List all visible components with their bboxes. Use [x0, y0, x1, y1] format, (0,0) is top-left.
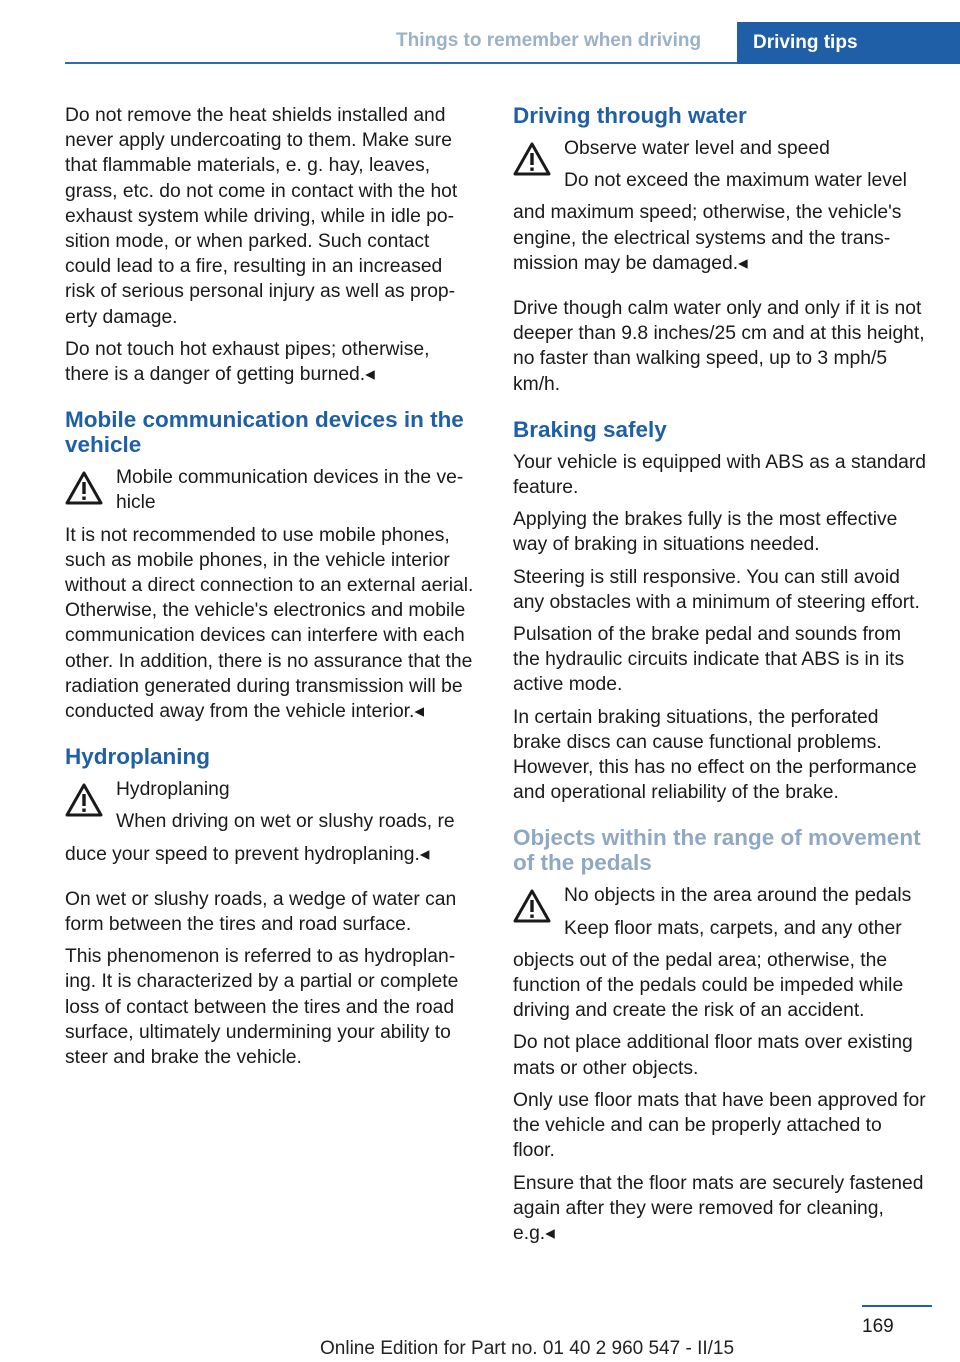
- pedals-warning: [513, 883, 927, 940]
- hydroplaning-warning-rest: duce your speed to prevent hydroplaning.◂: [65, 843, 430, 865]
- left-column: [65, 103, 477, 1077]
- exhaust-pipes-paragraph: Do not touch hot exhaust pipes; otherwise, there is a danger of getting burned.◂: [65, 338, 430, 386]
- warning-triangle-icon: [513, 889, 551, 923]
- mobile-devices-warning: [65, 465, 477, 515]
- mobile-devices-warning-title: Mobile communication devices in the vehicle: [116, 467, 464, 514]
- header-chapter-tab: Driving tips: [737, 22, 960, 64]
- edition-footer: Online Edition for Part no. 01 40 2 960 547 - II/15: [320, 1338, 735, 1359]
- braking-paragraph-4: Pulsation of the brake pedal and sounds from the hydraulic circuits indicate that ABS is in its active mode.: [513, 624, 905, 696]
- water-warning-title: Observe water level and speed: [564, 138, 830, 159]
- warning-triangle-icon: [513, 142, 551, 176]
- warning-triangle-icon: [65, 471, 103, 505]
- pedals-heading: Objects within the range of movement of the pedals: [513, 825, 921, 876]
- braking-paragraph-5: In certain braking situations, the perforated brake discs can cause functional problems. However, this has no effect on the performance and operational reliability of the brake.: [513, 706, 917, 804]
- mobile-devices-heading: Mobile communication devices in the vehicle: [65, 407, 464, 458]
- water-warning: [513, 136, 927, 193]
- hydroplaning-warning-lead: When driving on wet or slushy roads, re: [116, 811, 455, 833]
- hydroplaning-warning: [65, 777, 477, 834]
- water-warning-rest: and maximum speed; otherwise, the vehicle's engine, the electrical systems and the transmission may be damaged.◂: [513, 202, 902, 274]
- hydroplaning-warning-title: Hydroplaning: [116, 779, 230, 801]
- page-number: 169: [862, 1316, 894, 1337]
- header-section-title: Things to remember when driving: [396, 30, 702, 51]
- water-paragraph: Drive though calm water only and only if it is not deeper than 9.8 inches/25 cm and at this height, no faster than walking speed, up to 3 mph/5 km/h.: [513, 298, 925, 395]
- right-column: [513, 103, 927, 1253]
- pedals-paragraph-2: Only use floor mats that have been approved for the vehicle and can be properly attached to floor.: [513, 1089, 926, 1162]
- braking-paragraph-3: Steering is still responsive. You can still avoid any obstacles with a minimum of steering effort.: [513, 566, 920, 613]
- heat-shields-paragraph: Do not remove the heat shields installed and never apply undercoating to them. Make sure that flammable materials, e. g. hay, leaves, grass, etc. do not come in contact with the hot exhaust system while driving, while in idle position mode, or when parked. Such contact could lead to a fire, resulting in an increased risk of serious personal injury as well as property damage.: [65, 105, 458, 328]
- braking-paragraph-2: Applying the brakes fully is the most effective way of braking in situations needed.: [513, 509, 898, 556]
- braking-paragraph-1: Your vehicle is equipped with ABS as a standard feature.: [513, 451, 927, 499]
- hydroplaning-paragraph-1: On wet or slushy roads, a wedge of water can form between the tires and road surface.: [65, 888, 457, 936]
- pedals-paragraph-1: Do not place additional floor mats over existing mats or other objects.: [513, 1032, 913, 1079]
- hydroplaning-paragraph-2: This phenomenon is referred to as hydroplaning. It is characterized by a partial or complete loss of contact between the tires and the road surface, ultimately undermining your ability to steer and brake the vehicle.: [65, 946, 459, 1069]
- pedals-warning-rest: objects out of the pedal area; otherwise, the function of the pedals could be impeded while driving and create the risk of an accident.: [513, 949, 904, 1022]
- pedals-warning-title: No objects in the area around the pedals: [564, 885, 912, 907]
- braking-heading: Braking safely: [513, 416, 667, 442]
- hydroplaning-heading: Hydroplaning: [65, 744, 210, 770]
- footer-rule: [862, 1305, 932, 1307]
- water-warning-lead: Do not exceed the maximum water level: [564, 170, 907, 192]
- pedals-warning-lead: Keep floor mats, carpets, and any other: [564, 917, 902, 939]
- water-heading: Driving through water: [513, 103, 747, 128]
- warning-triangle-icon: [65, 783, 103, 817]
- mobile-devices-warning-body: It is not recommended to use mobile phones, such as mobile phones, in the vehicle interior without a direct connection to an external aerial. Otherwise, the vehicle's electronics and mobile communication devices can interfere with each other. In addition, there is no assurance that the radiation generated during transmission will be conducted away from the vehicle interior.◂: [65, 524, 474, 723]
- pedals-paragraph-3: Ensure that the floor mats are securely fastened again after they were removed for cleaning, e.g.◂: [513, 1172, 924, 1244]
